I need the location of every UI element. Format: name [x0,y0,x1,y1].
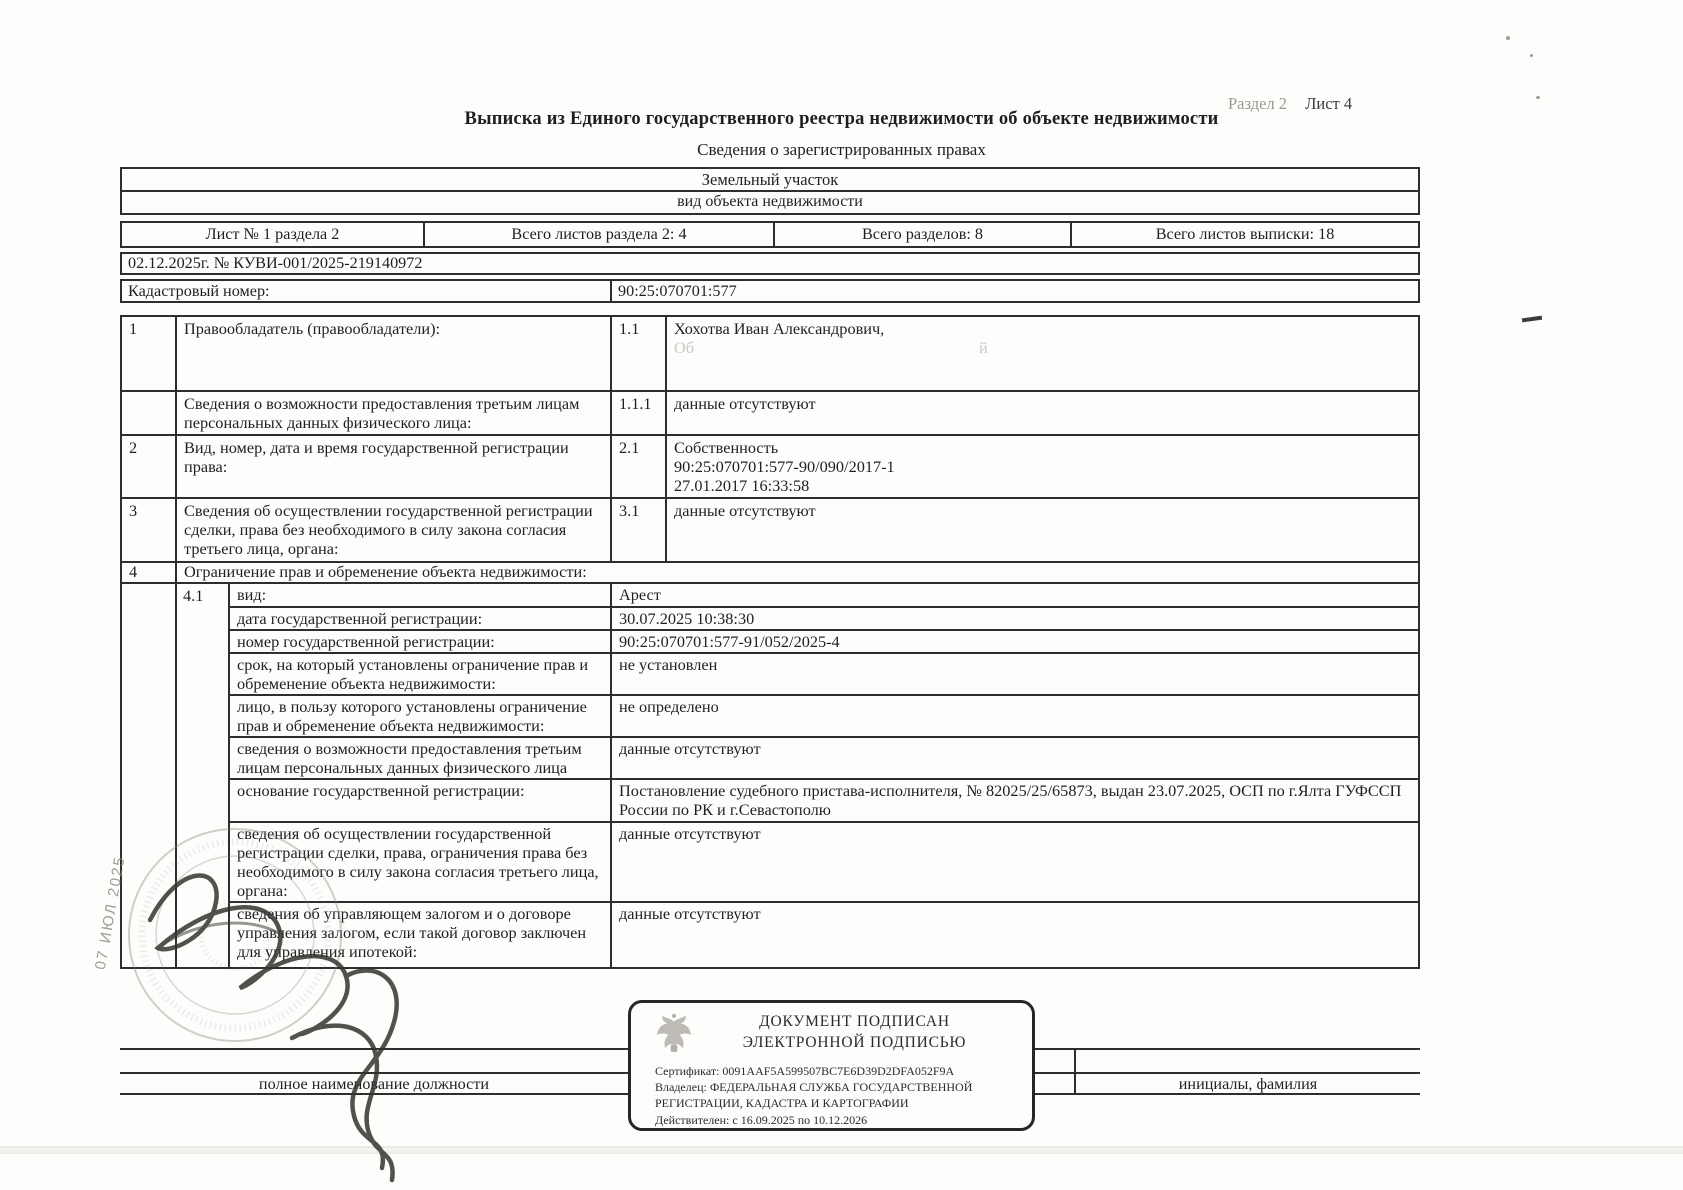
row-number-empty [122,392,177,434]
restriction-value: данные отсутствуют [619,824,761,843]
table-row-personal-data [122,392,1418,436]
row-value: данные отсутствуют [674,501,816,521]
footer-right-signature-line [1076,1072,1420,1074]
page-subtitle: Сведения о зарегистрированных правах [697,140,986,159]
sheet-info-cell: Всего разделов: 8 [775,223,1072,246]
esign-details [655,1063,1020,1128]
restriction-value: 30.07.2025 10:38:30 [619,608,755,628]
row-label: Правообладатель (правообладатели): [177,317,612,390]
scan-speck [1536,96,1540,99]
restrictions-body [230,584,1418,968]
page-title: Выписка из Единого государственного реестра недвижимости об объекте недвижимости [464,109,1219,129]
row-number: 3 [122,499,177,560]
section-label: Раздел 2 [1228,94,1288,113]
restriction-label: вид: [230,584,612,606]
row-value: данные отсутствуют [674,394,816,413]
cadastral-value: 90:25:070701:577 [618,282,737,300]
request-number-bar: 02.12.2025г. № КУВИ-001/2025-219140972 [120,252,1420,275]
object-type-value: Земельный участок [122,169,1418,192]
sheet-info-table [120,221,1420,248]
esign-validity: Действителен: с 16.09.2025 по 10.12.2026 [655,1112,868,1127]
esign-box [628,1000,1035,1131]
row-label: Сведения о возможности предоставления третьим лицам персональных данных физического лица: [177,392,612,434]
restriction-row [230,696,1418,738]
table-row-rightholder [122,317,1418,392]
scan-artifact-band [0,1146,1683,1154]
restriction-value: данные отсутствуют [619,904,761,924]
rightholder-value [667,317,1418,390]
esign-owner: Владелец: ФЕДЕРАЛЬНАЯ СЛУЖБА ГОСУДАРСТВЕННОЙ РЕГИСТРАЦИИ, КАДАСТРА И КАРТОГРАФИИ [655,1080,973,1111]
rights-table [120,315,1420,969]
row-subnumber: 2.1 [612,436,667,497]
sheet-info-cell: Лист № 1 раздела 2 [122,223,425,246]
restriction-value: не установлен [619,654,718,674]
date-stamp-text: 07 ИЮЛ 2025 [92,854,129,971]
registration-datetime: 27.01.2017 16:33:58 [674,476,810,496]
esign-title [685,1011,1024,1053]
restrictions-header-label: Ограничение прав и обременение объекта недвижимости: [184,561,587,581]
row-number: 4 [122,563,177,582]
scan-speck [1530,54,1533,57]
sheet-info-cell: Всего листов выписки: 18 [1155,225,1335,243]
restriction-row [230,823,1418,903]
object-type-table [120,167,1420,215]
restriction-value: не определено [619,696,719,716]
restrictions-group [122,584,1418,968]
footer-right-caption: инициалы, фамилия [1178,1075,1318,1093]
restriction-value: Постановление судебного пристава-исполнителя, № 82025/25/65873, выдан 23.07.2025, ОСП по г.Ялта ГУФССП России по РК и г.Севастополю [619,781,1402,820]
row-label: Вид, номер, дата и время государственной регистрации права: [177,436,612,497]
restriction-row [230,738,1418,780]
esign-title-line2: ЭЛЕКТРОННОЙ ПОДПИСЬЮ [742,1034,967,1051]
row-subnumber: 3.1 [612,499,667,560]
restriction-row [230,654,1418,696]
row-number: 2 [122,436,177,497]
restriction-label: сведения о возможности предоставления третьим лицам персональных данных физического лица [230,738,612,778]
restriction-row [230,608,1418,631]
table-row-registration [122,436,1418,499]
footer-left-caption: полное наименование должности [258,1075,490,1093]
restriction-label: номер государственной регистрации: [230,631,612,652]
restriction-row [230,903,1418,967]
restriction-label: дата государственной регистрации: [230,608,612,629]
cadastral-row [120,279,1420,303]
restriction-label: лицо, в пользу которого установлены ограничение прав и обременение объекта недвижимости: [230,696,612,736]
sheet-label: Лист 4 [1305,94,1353,113]
owner-name: Хохотва Иван Александрович, [674,319,885,338]
scan-speck [1506,36,1510,40]
restriction-row [230,631,1418,654]
scan-tick-artifact [1522,316,1542,323]
esign-certificate: Сертификат: 0091AAF5A599507BC7E6D39D2DFA052F9A [655,1064,955,1078]
restriction-value: данные отсутствуют [619,738,761,758]
restrictions-number-gutter [122,584,177,968]
footer-right-block [1074,1048,1420,1095]
row-subnumber: 1.1 [612,317,667,390]
row-subnumber: 1.1.1 [612,392,667,434]
ownership-type: Собственность [674,438,779,458]
restrictions-subnumber: 4.1 [177,584,230,968]
restriction-label: сведения об управляющем залогом и о договоре управления залогом, если такой договор заключен для управления ипотекой: [230,903,612,967]
table-row-deal-registration [122,499,1418,562]
esign-title-line1: ДОКУМЕНТ ПОДПИСАН [759,1013,950,1030]
restriction-row [230,584,1418,608]
restriction-label: основание государственной регистрации: [230,780,612,821]
sheet-info-cell: Всего листов раздела 2: 4 [425,223,775,246]
restriction-value: Арест [619,584,661,604]
table-row-restrictions-header [122,563,1418,584]
registration-number: 90:25:070701:577-90/090/2017-1 [674,457,895,477]
object-type-caption: вид объекта недвижимости [677,193,863,210]
redacted-line: Об й [674,338,988,358]
cadastral-label: Кадастровый номер: [122,281,612,301]
restriction-label: сведения об осуществлении государственной регистрации сделки, права, ограничения права без необходимого в силу закона согласия третьего лица, органа: [230,823,612,901]
restriction-row [230,780,1418,823]
registration-record [667,436,1418,497]
row-label: Сведения об осуществлении государственной регистрации сделки, права без необходимого в силу закона согласия третьего лица, органа: [177,499,612,560]
row-number: 1 [122,317,177,390]
restriction-value: 90:25:070701:577-91/052/2025-4 [619,631,840,651]
restriction-label: срок, на который установлены ограничение прав и обременение объекта недвижимости: [230,654,612,694]
